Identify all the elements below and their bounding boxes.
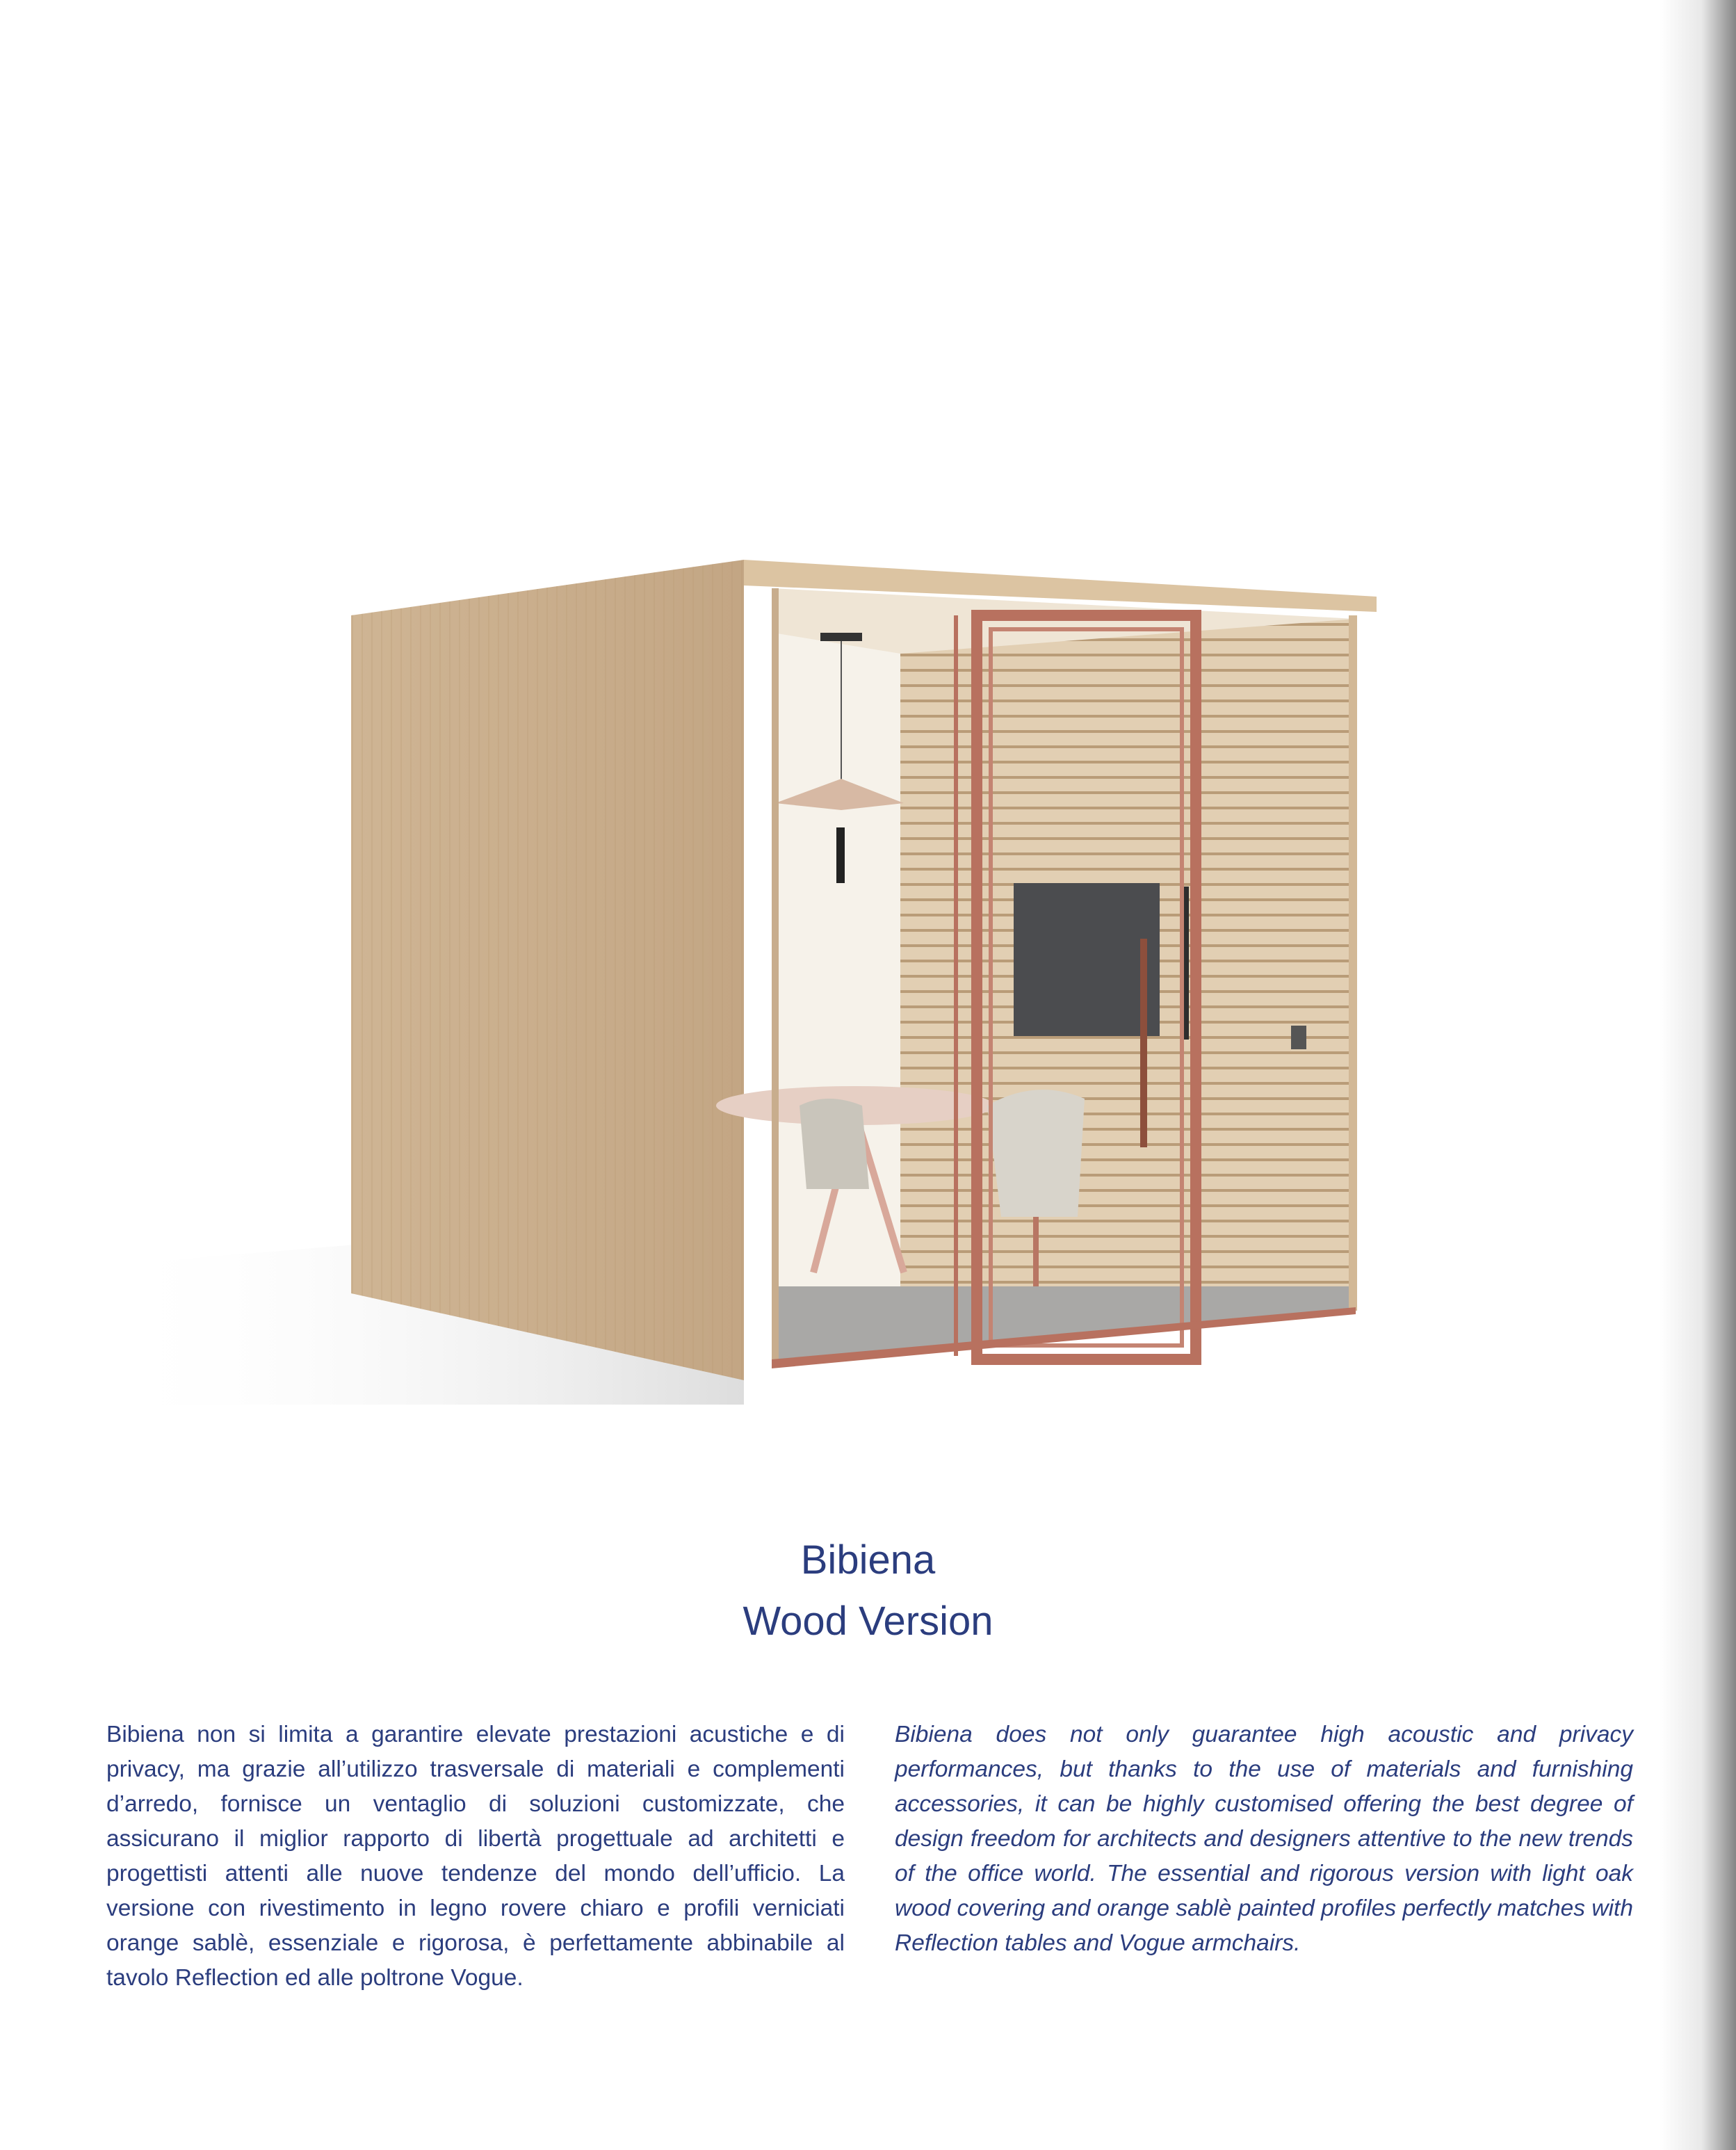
wall-switch xyxy=(1291,1026,1306,1049)
armchair-left xyxy=(800,1099,869,1189)
description-italian: Bibiena non si limita a garantire elevate prestazioni acustiche e di privacy, ma grazie all’utilizzo trasversale di materiali e complementi d’arredo, fornisce un ventaglio di soluzioni customizzate, che assicurano il miglior rapporto di libertà progettuale ad architetti e progettisti attenti alle nuove tendenze del mondo dell’ufficio. La versione con rivestimento in legno rovere chiaro e profili verniciati orange sablè, essenziale e rigorosa, è perfettamente abbinabile al tavolo Reflection ed alle poltrone Vogue. xyxy=(106,1722,845,1991)
tv-screen xyxy=(1014,883,1160,1036)
carpet xyxy=(773,1286,1356,1363)
bibiena-pod-image xyxy=(104,549,1425,1418)
product-subtitle: Wood Version xyxy=(743,1599,993,1644)
page-edge-shadow xyxy=(1660,0,1736,2150)
door-handle xyxy=(1140,939,1147,1147)
armchair-right xyxy=(987,1090,1085,1217)
product-title: Bibiena xyxy=(800,1537,936,1583)
description-english: Bibiena does not only guarantee high acoustic and privacy performances, but thanks to the use of materials and furnishing accessories, it can be highly customised offering the best degree of design freedom for architects and designers attentive to the new trends of the office world. The essential and rigorous version with light oak wood covering and orange sablè painted profiles perfectly matches with Reflection tables and Vogue armchairs. xyxy=(895,1722,1633,1956)
lamp-canopy xyxy=(820,633,862,641)
